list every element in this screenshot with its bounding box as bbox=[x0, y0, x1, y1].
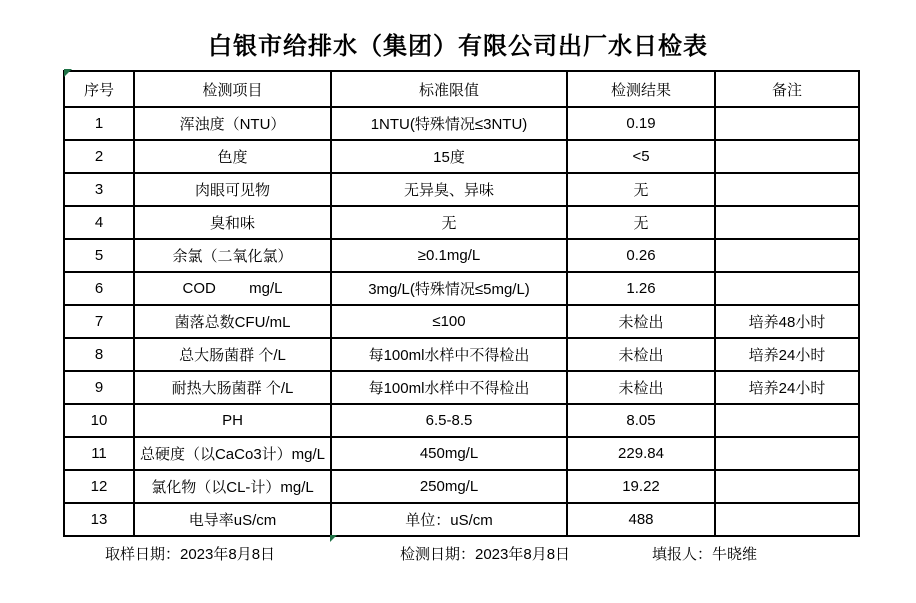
cell-item: 臭和味 bbox=[134, 206, 331, 239]
column-header-item: 检测项目 bbox=[134, 71, 331, 107]
cell-result: 无 bbox=[567, 206, 715, 239]
test-date-label: 检测日期：2023年8月8日 bbox=[400, 546, 571, 563]
column-header-result: 检测结果 bbox=[567, 71, 715, 107]
cell-no: 5 bbox=[64, 239, 134, 272]
cell-limit: 单位：uS/cm bbox=[331, 503, 567, 536]
cell-result: 无 bbox=[567, 173, 715, 206]
cell-no: 9 bbox=[64, 371, 134, 404]
cell-limit: 每100ml水样中不得检出 bbox=[331, 371, 567, 404]
cell-item: 浑浊度（NTU） bbox=[134, 107, 331, 140]
cell-no: 11 bbox=[64, 437, 134, 470]
cell-note bbox=[715, 239, 859, 272]
cell-item: 肉眼可见物 bbox=[134, 173, 331, 206]
table-row bbox=[64, 107, 859, 140]
cell-item: 色度 bbox=[134, 140, 331, 173]
table-row bbox=[64, 338, 859, 371]
excel-flag-icon bbox=[64, 69, 72, 77]
cell-result: 8.05 bbox=[567, 404, 715, 437]
cell-item: 总大肠菌群 个/L bbox=[134, 338, 331, 371]
cell-item: 氯化物（以CL-计）mg/L bbox=[134, 470, 331, 503]
cell-limit: 无异臭、异味 bbox=[331, 173, 567, 206]
cell-no: 10 bbox=[64, 404, 134, 437]
cell-limit: 每100ml水样中不得检出 bbox=[331, 338, 567, 371]
cell-note bbox=[715, 173, 859, 206]
table-row bbox=[64, 404, 859, 437]
header-row bbox=[64, 71, 859, 107]
column-header-no: 序号 bbox=[64, 71, 134, 107]
cell-limit: 15度 bbox=[331, 140, 567, 173]
cell-limit: ≤100 bbox=[331, 305, 567, 338]
cell-note bbox=[715, 437, 859, 470]
cell-note bbox=[715, 404, 859, 437]
cell-item: PH bbox=[134, 404, 331, 437]
cell-no: 2 bbox=[64, 140, 134, 173]
sampling-date-label: 取样日期：2023年8月8日 bbox=[105, 546, 276, 563]
cell-item: 余氯（二氧化氯） bbox=[134, 239, 331, 272]
cell-limit: 无 bbox=[331, 206, 567, 239]
cell-result: 0.26 bbox=[567, 239, 715, 272]
page-title: 白银市给排水（集团）有限公司出厂水日检表 bbox=[208, 33, 708, 60]
table-row bbox=[64, 272, 859, 305]
cell-limit: 6.5-8.5 bbox=[331, 404, 567, 437]
cell-limit: 1NTU(特殊情况≤3NTU) bbox=[331, 107, 567, 140]
cell-item: 电导率uS/cm bbox=[134, 503, 331, 536]
cell-note bbox=[715, 206, 859, 239]
cell-no: 6 bbox=[64, 272, 134, 305]
cell-no: 13 bbox=[64, 503, 134, 536]
column-header-note: 备注 bbox=[715, 71, 859, 107]
table-row bbox=[64, 140, 859, 173]
cell-note: 培养48小时 bbox=[715, 305, 859, 338]
table-row bbox=[64, 305, 859, 338]
table-row bbox=[64, 437, 859, 470]
cell-result: 488 bbox=[567, 503, 715, 536]
excel-flag-icon bbox=[330, 535, 337, 542]
cell-limit: 450mg/L bbox=[331, 437, 567, 470]
column-header-limit: 标准限值 bbox=[331, 71, 567, 107]
cell-no: 8 bbox=[64, 338, 134, 371]
cell-result: 未检出 bbox=[567, 371, 715, 404]
cell-note bbox=[715, 470, 859, 503]
cell-note: 培养24小时 bbox=[715, 371, 859, 404]
table-row bbox=[64, 371, 859, 404]
cell-result: 1.26 bbox=[567, 272, 715, 305]
cell-result: 19.22 bbox=[567, 470, 715, 503]
cell-item: 总硬度（以CaCo3计）mg/L bbox=[134, 437, 331, 470]
cell-note bbox=[715, 272, 859, 305]
table-row bbox=[64, 206, 859, 239]
cell-limit: 250mg/L bbox=[331, 470, 567, 503]
cell-note bbox=[715, 140, 859, 173]
cell-item: 菌落总数CFU/mL bbox=[134, 305, 331, 338]
cell-note bbox=[715, 503, 859, 536]
cell-no: 4 bbox=[64, 206, 134, 239]
table-row bbox=[64, 173, 859, 206]
cell-no: 7 bbox=[64, 305, 134, 338]
cell-limit: ≥0.1mg/L bbox=[331, 239, 567, 272]
cell-result: 未检出 bbox=[567, 305, 715, 338]
cell-result: 未检出 bbox=[567, 338, 715, 371]
cell-note bbox=[715, 107, 859, 140]
cell-no: 3 bbox=[64, 173, 134, 206]
cell-result: 229.84 bbox=[567, 437, 715, 470]
cell-limit: 3mg/L(特殊情况≤5mg/L) bbox=[331, 272, 567, 305]
cell-item: 耐热大肠菌群 个/L bbox=[134, 371, 331, 404]
daily-inspection-table bbox=[63, 70, 860, 537]
cell-item: COD mg/L bbox=[134, 272, 331, 305]
table-row bbox=[64, 470, 859, 503]
cell-note: 培养24小时 bbox=[715, 338, 859, 371]
cell-no: 12 bbox=[64, 470, 134, 503]
cell-no: 1 bbox=[64, 107, 134, 140]
reporter-label: 填报人：牛晓维 bbox=[652, 546, 758, 563]
table-row bbox=[64, 503, 859, 536]
cell-result: <5 bbox=[567, 140, 715, 173]
table-row bbox=[64, 239, 859, 272]
cell-result: 0.19 bbox=[567, 107, 715, 140]
